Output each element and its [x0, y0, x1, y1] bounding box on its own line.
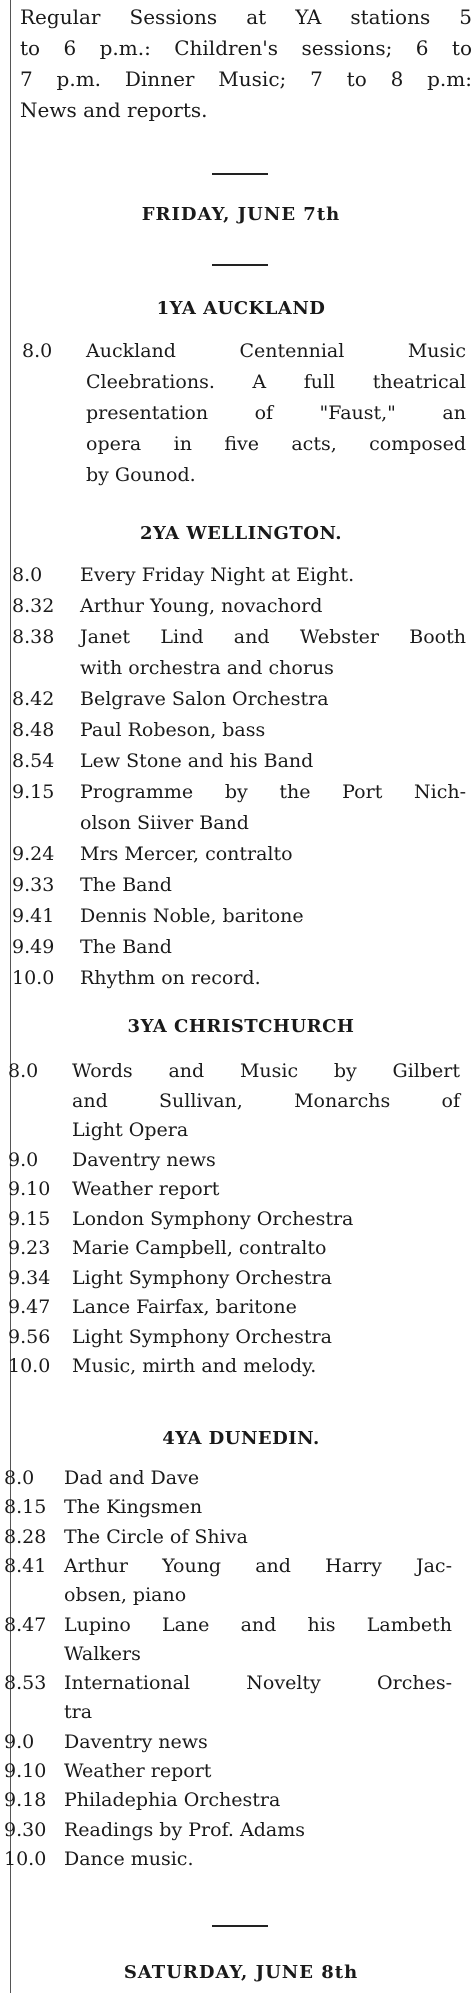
- program-title: Cleebrations. A full theatrical: [86, 371, 466, 393]
- program-title: Dennis Noble, baritone: [80, 905, 304, 927]
- program-time: 8.0: [22, 340, 53, 362]
- intro-line: News and reports.: [20, 98, 208, 122]
- station-heading: 4YA DUNEDIN.: [162, 1428, 320, 1449]
- program-time: 8.38: [12, 626, 55, 648]
- program-title: Dad and Dave: [64, 1467, 200, 1489]
- program-title: presentation of "Faust," an: [86, 402, 466, 424]
- program-title: Arthur Young, novachord: [80, 595, 323, 617]
- program-time: 9.33: [12, 874, 55, 896]
- program-title: obsen, piano: [64, 1584, 187, 1607]
- program-time: 8.48: [12, 719, 55, 741]
- program-time: 9.10: [4, 1760, 47, 1782]
- program-title: Walkers: [64, 1642, 141, 1665]
- friday-heading: FRIDAY, JUNE 7th: [141, 204, 341, 225]
- program-time: 9.56: [8, 1325, 51, 1348]
- program-time: 8.41: [4, 1554, 47, 1577]
- program-title: with orchestra and chorus: [80, 657, 334, 679]
- program-title: Every Friday Night at Eight.: [80, 564, 355, 586]
- program-title: tra: [64, 1701, 93, 1724]
- program-title: Belgrave Salon Orchestra: [80, 688, 329, 710]
- intro-line: Regular Sessions at YA stations 5: [20, 5, 472, 29]
- program-title: and Sullivan, Monarchs of: [72, 1089, 460, 1112]
- program-title: The Kingsmen: [64, 1496, 203, 1519]
- program-title: Weather report: [64, 1760, 212, 1782]
- divider-rule: [212, 1925, 268, 1927]
- program-title: Daventry news: [64, 1730, 208, 1753]
- program-time: 8.47: [4, 1613, 47, 1636]
- program-title: Light Symphony Orchestra: [72, 1325, 332, 1348]
- program-time: 9.0: [4, 1730, 35, 1753]
- divider-rule: [212, 173, 268, 175]
- program-time: 8.54: [12, 750, 55, 772]
- program-time: 8.28: [4, 1525, 47, 1548]
- program-time: 9.23: [8, 1237, 51, 1259]
- program-title: Words and Music by Gilbert: [72, 1060, 460, 1082]
- program-time: 9.24: [12, 843, 55, 865]
- station-heading: 2YA WELLINGTON.: [139, 523, 343, 544]
- program-time: 8.0: [4, 1467, 35, 1489]
- program-time: 9.49: [12, 936, 55, 958]
- program-time: 9.18: [4, 1789, 47, 1812]
- program-time: 10.0: [12, 967, 55, 989]
- program-time: 8.0: [12, 564, 43, 586]
- program-title: Programme by the Port Nich-: [80, 781, 466, 803]
- program-title: olson Siiver Band: [80, 812, 249, 834]
- program-title: Music, mirth and melody.: [72, 1355, 317, 1377]
- program-title: The Circle of Shiva: [64, 1525, 248, 1548]
- program-title: by Gounod.: [86, 464, 196, 486]
- program-time: 9.15: [8, 1207, 51, 1230]
- program-title: Rhythm on record.: [80, 967, 261, 989]
- program-title: Philadephia Orchestra: [64, 1789, 281, 1812]
- program-title: The Band: [80, 936, 172, 958]
- program-time: 9.10: [8, 1178, 51, 1200]
- program-time: 9.0: [8, 1148, 39, 1171]
- program-time: 8.0: [8, 1060, 39, 1082]
- program-title: Weather report: [72, 1178, 220, 1200]
- program-title: Janet Lind and Webster Booth: [80, 626, 466, 648]
- intro-line: 7 p.m. Dinner Music; 7 to 8 p.m:: [20, 67, 472, 91]
- program-title: Daventry news: [72, 1148, 216, 1171]
- program-time: 10.0: [8, 1355, 51, 1377]
- program-time: 9.30: [4, 1818, 47, 1841]
- program-time: 8.15: [4, 1496, 47, 1519]
- program-title: opera in five acts, composed: [86, 433, 466, 455]
- program-title: Light Symphony Orchestra: [72, 1266, 332, 1289]
- program-title: Marie Campbell, contralto: [72, 1237, 327, 1259]
- program-time: 8.53: [4, 1672, 47, 1695]
- program-title: Arthur Young and Harry Jac-: [64, 1554, 452, 1577]
- program-title: International Novelty Orches-: [64, 1672, 452, 1695]
- program-time: 9.41: [12, 905, 55, 927]
- program-time: 9.34: [8, 1266, 51, 1289]
- program-time: 8.32: [12, 595, 55, 617]
- program-title: Lupino Lane and his Lambeth: [64, 1613, 452, 1636]
- program-time: 8.42: [12, 688, 55, 710]
- program-time: 10.0: [4, 1847, 47, 1870]
- station-heading: 3YA CHRISTCHURCH: [127, 1016, 355, 1037]
- intro-line: to 6 p.m.: Children's sessions; 6 to: [20, 36, 472, 60]
- program-time: 9.15: [12, 781, 55, 803]
- program-title: Auckland Centennial Music: [86, 340, 466, 362]
- program-time: 9.47: [8, 1296, 51, 1318]
- program-title: London Symphony Orchestra: [72, 1207, 354, 1230]
- program-title: Readings by Prof. Adams: [64, 1818, 305, 1841]
- saturday-heading: SATURDAY, JUNE 8th: [123, 1962, 359, 1983]
- program-title: Dance music.: [64, 1847, 194, 1870]
- program-title: Light Opera: [72, 1119, 189, 1141]
- station-heading: 1YA AUCKLAND: [156, 298, 326, 319]
- program-title: Lance Fairfax, baritone: [72, 1296, 297, 1318]
- divider-rule: [212, 264, 268, 266]
- intro-paragraph: [20, 2, 472, 126]
- program-title: Mrs Mercer, contralto: [80, 843, 293, 865]
- program-title: The Band: [80, 874, 172, 896]
- program-title: Paul Robeson, bass: [80, 719, 266, 741]
- program-title: Lew Stone and his Band: [80, 750, 314, 772]
